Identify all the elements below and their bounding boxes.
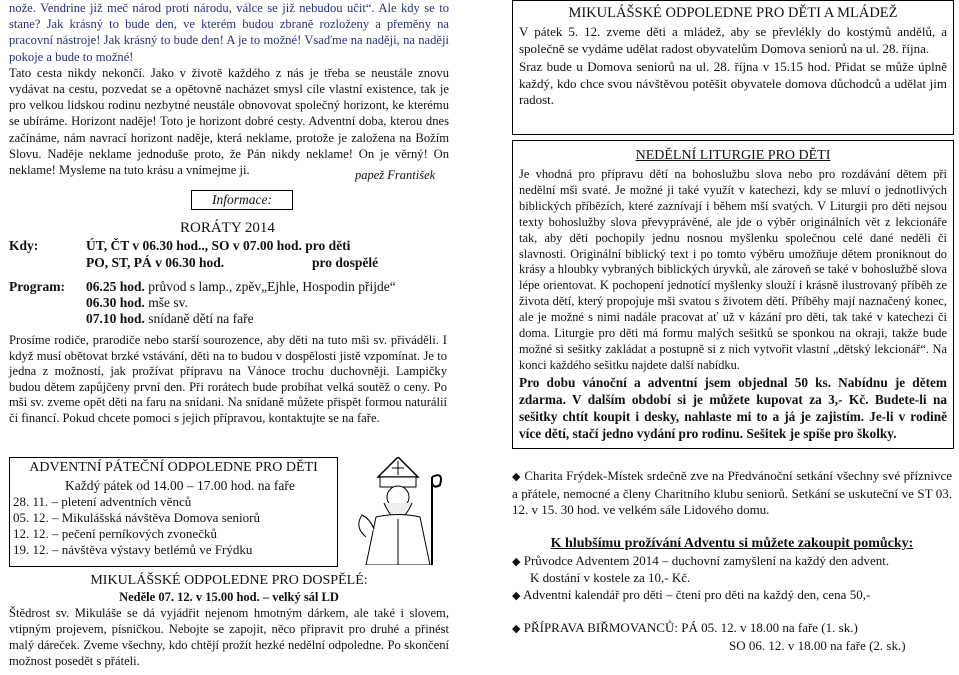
kdy-label: Kdy:	[9, 238, 39, 253]
program-time-1: 06.25 hod.	[86, 279, 145, 294]
hlubsi-item-3b: SO 06. 12. v 18.00 na faře (2. sk.)	[729, 637, 906, 653]
program-time-2: 06.30 hod.	[86, 295, 145, 310]
charita-notice	[512, 468, 952, 519]
kdy-row-2b: pro dospělé	[312, 255, 379, 270]
liturgie-offer: Pro dobu vánoční a adventní jsem objednal 50 ks. Nabídnu je dětem zdarma. V dalším období si je můžete kupovat za 3,- Kč. Budete-li na sešitky chtít koupit i desky, nahlaste mi to a já je zajistím. Je-li v rodině více dětí, stačí jedno vydání pro rodinu. Sešitek je spíše pro školky.	[519, 374, 947, 442]
program-text-2: mše sv.	[148, 295, 188, 310]
charita-text: Charita Frýdek-Místek srdečně zve na Předvánoční setkání všechny své příznivce a přátele, nemocné a členy Charitního klubu seniorů. Setkání se uskuteční ve ST 03. 12. v 15. 30 hod. ve velkém sále Lidového domu.	[512, 468, 953, 517]
hlubsi-item-3	[512, 620, 952, 638]
program-time-3: 07.10 hod.	[86, 311, 145, 326]
liturgie-box	[512, 140, 954, 449]
kdy-row-2: PO, ST, PÁ v 06.30 hod.	[86, 255, 225, 270]
program-text-3: snídaně dětí na faře	[148, 311, 254, 326]
hlubsi-item-1-text: Průvodce Adventem 2014 – duchovní zamyšlení na každý den advent.	[523, 552, 890, 568]
kdy-row-1: ÚT, ČT v 06.30 hod.., SO v 07.00 hod. pro děti	[86, 238, 351, 253]
mikulas-adults-text: Štědrost sv. Mikuláše se dá vyjádřit nejenom hmotným dárkem, ale také i slovem, vtipným projevem, písničkou. Nebojte se zapojit, něco připravit pro druhé a přinést malý dáreček. Zveme všechny, kdo chtějí prožít hezké nedělní odpoledne. Po skončení možnost posedět s přáteli.	[9, 606, 449, 668]
hlubsi-section	[512, 536, 952, 654]
mikulas-adults-title: MIKULÁŠSKÉ ODPOLEDNE PRO DOSPĚLÉ:	[90, 573, 368, 588]
rorate-title: RORÁTY 2014	[180, 220, 275, 236]
mikulas-adults-section	[9, 573, 449, 669]
list-item: 05. 12. – Mikulášská návštěva Domova seniorů	[13, 510, 260, 525]
info-heading: Informace:	[191, 190, 293, 210]
intro-paragraph-1: nože. Vendrine již meč národ proti národu, válce se již nebudou učit“. Ale kdy se to stane? Jak krásný to bude den, ve kterém budou zbraně rozloženy a přeměny na pracovní nástroje! Jak krásný to bude den! A je to možné! Vsaďme na naději, na naději pokoje a bude to možné!	[9, 1, 449, 64]
signature: papež František	[355, 168, 436, 182]
hlubsi-item-1	[512, 553, 952, 571]
mikulas-children-title: MIKULÁŠSKÉ ODPOLEDNE PRO DĚTI A MLÁDEŽ	[568, 5, 898, 21]
hlubsi-item-2-text: Adventní kalendář pro děti – čtení pro děti na každý den, cena 50,-	[523, 586, 871, 602]
hlubsi-title: K hlubšímu prožívání Adventu si můžete zakoupit pomůcky:	[550, 536, 914, 551]
advent-friday-subtitle: Každý pátek od 14.00 – 17.00 hod. na faře	[65, 478, 295, 493]
list-item: 28. 11. – pletení adventních věnců	[13, 494, 192, 509]
liturgie-title: NEDĚLNÍ LITURGIE PRO DĚTI	[635, 148, 831, 163]
saint-nicholas-illustration	[348, 457, 448, 565]
advent-friday-title: ADVENTNÍ PÁTEČNÍ ODPOLEDNE PRO DĚTI	[29, 460, 318, 475]
hlubsi-item-1b: K dostání v kostele za 10,- Kč.	[530, 570, 691, 585]
list-item: 19. 12. – návštěva výstavy betlémů ve Frýdku	[13, 542, 253, 557]
list-item: 12. 12. – pečení perníkových zvonečků	[13, 526, 217, 541]
rorate-notice: Prosíme rodiče, prarodiče nebo starší sourozence, aby děti na tuto mši sv. přiváděli. I když musí obětovat brzké vstávání, děti na to budou v dospělosti jistě vzpomínat. Je to jedna z možností, jak prožívat přípravu na Vánoce trochu duchovněji. Lampičky budou dětem zapůjčeny první den. Při rorátech bude probíhat velká soutěž o ceny. Po mši sv. zveme opět děti na faru na snídani. Na snídaně můžete přispět formou naturálií či financí. Pokud chcete pomoci s jejich přípravou, kontaktujte se na faře.	[9, 333, 447, 425]
diamond-bullet-icon: ◆	[512, 589, 521, 602]
hlubsi-item-3-text: PŘÍPRAVA BIŘMOVANCŮ: PÁ 05. 12. v 18.00 na faře (1. sk.)	[523, 620, 858, 635]
program-row-2	[86, 295, 188, 311]
mikulas-adults-subtitle: Neděle 07. 12. v 15.00 hod. – velký sál LD	[119, 590, 339, 604]
diamond-bullet-icon: ◆	[512, 623, 521, 635]
liturgie-text: Je vhodná pro přípravu dětí na bohoslužbu slova nebo pro rozdávání dětem při nedělní mši svaté. Je možné ji také využít v katechezi, kdy se mluví o jednotlivých biblických příbězích, které zaznívají i během mší svatých. V Liturgii pro děti nejsou texty bohoslužby slova převyprávěné, ale jde o výběr originálních vět z lekcionáře tak, aby děti pochopily jednu nosnou myšlenku společnou celé dané neděli či slavnosti. Originální biblický text i po tomto výběru umožňuje dětem proniknout do krásy a hloubky vybraných biblických úryvků, ale zároveň se také v bohoslužbě slova lépe orientovat. K pochopení jednotící myšlenky slouží i krásně ilustrovaný příběh ze života dětí, který propojuje mši svatou s životem dětí. Příběhy mají naznačený konec, ale je možné s nimi nadále pracovat ať už v kázání pro děti, tak také v katechezi či doma. Liturgie pro děti má formu malých sešitků se sponkou na okraji, takže bude možné si sešitky zakládat a postupně si z nich vytvořit vlastní „dětský lekcionář“. Na konci každého sešitku najdete další nabídku.	[519, 167, 947, 372]
advent-friday-box	[9, 457, 338, 567]
program-label: Program:	[9, 279, 65, 294]
program-row-1	[86, 279, 396, 295]
program-text-1: průvod s lamp., zpěv„Ejhle, Hospodin přijde“	[148, 279, 396, 294]
intro-paragraph-2: Tato cesta nikdy nekončí. Jako v životě každého z nás je třeba se neustále znovu vydávat na cestu, pozvedat se a opětovně nacházet smysl cíle vlastní existence, tak je pro velkou lidskou rodinu nezbytné neustále obnovovat společný horizont, ke kterému se ubíráme. Horizont naděje! Toto je horizont dobré cesty. Adventní doba, kterou dnes začínáme, nám navrací horizont naděje, která neklame, protože je založena na Božím Slovu. Naděje neklame jednoduše proto, že Pán nikdy neklame! On je věrný! On neklame! Mysleme na tuto krásu a vnímejme ji.	[9, 65, 449, 178]
mikulas-children-text-1: V pátek 5. 12. zveme děti a mládež, aby se převlékly do kostýmů andělů, a společně se vydáme udělat radost obyvatelům Domova seniorů na ul. 28. října.	[519, 24, 947, 56]
mikulas-children-box	[512, 0, 954, 135]
program-row-3	[86, 311, 254, 327]
hlubsi-item-2	[512, 587, 952, 605]
mikulas-children-text-2: Sraz bude u Domova seniorů na ul. 28. října v 15.15 hod. Přidat se může úplně každý, kdo chce svou návštěvou potěšit obyvatele domova důchodců a udělat jim radost.	[519, 59, 947, 107]
left-column	[9, 0, 449, 178]
diamond-bullet-icon: ◆	[512, 471, 521, 483]
diamond-bullet-icon: ◆	[512, 555, 521, 568]
